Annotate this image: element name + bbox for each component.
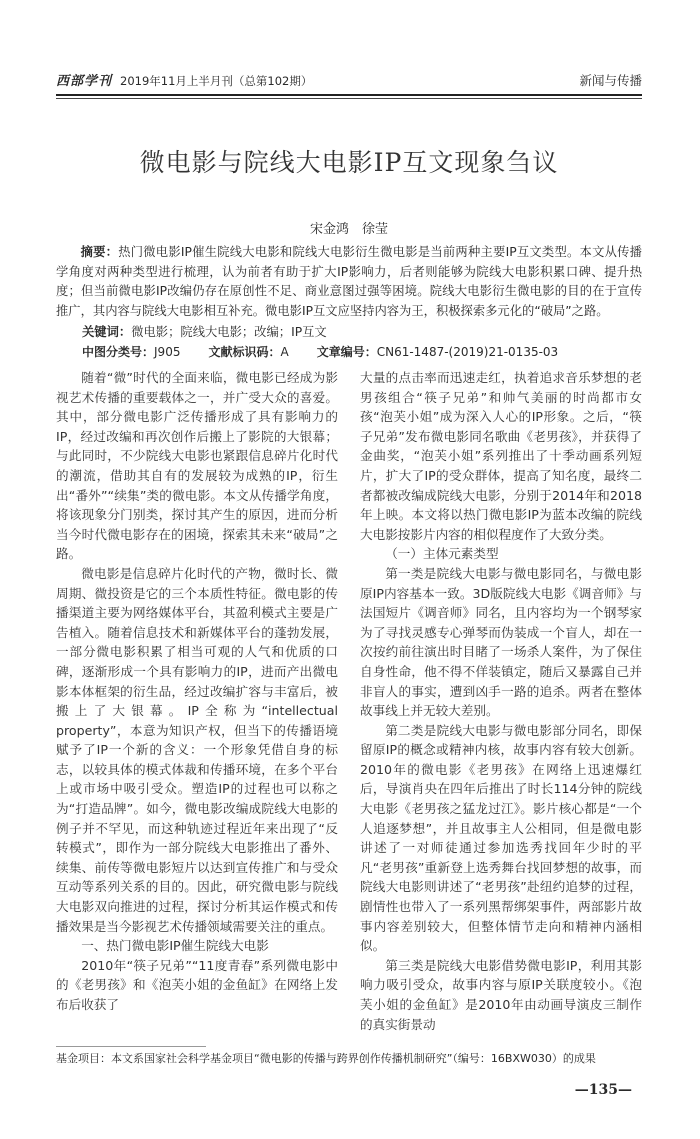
- paragraph: 第三类是院线大电影借势微电影IP，利用其影响力吸引受众，故事内容与原IP关联度较小。《泡芙小姐的金鱼缸》是2010年由动画导演皮三制作的真实街景动: [360, 957, 642, 1032]
- paragraph: 第一类是院线大电影与微电影同名，与微电影原IP内容基本一致。3D版院线大电影《调音师》与法国短片《调音师》同名，且内容均为一个钢琴家为了寻找灵感专心弹琴而伪装成一个盲人，却在一次按约前往演出时目睹了一场杀人案件，为了保住自身性命，他不得不佯装镇定，随后又暴露自己并非盲人的事实，遭到凶手一路的追杀。两者在整体故事线上并无较大差别。: [360, 565, 642, 719]
- abstract-label: 摘要：: [80, 245, 119, 259]
- paragraph: 2010年“筷子兄弟”“11度青春”系列微电影中的《老男孩》和《泡芙小姐的金鱼缸》在网络上发布后收获了: [56, 957, 338, 1012]
- paragraph: 第二类是院线大电影与微电影部分同名，即保留原IP的概念或精神内核，故事内容有较大创新。2010年的微电影《老男孩》在网络上迅速爆红后，导演肖央在四年后推出了时长114分钟的院线大电影《老男孩之猛龙过江》。影片核心都是“一个人追逐梦想”，并且故事主人公相同，但是微电影讲述了一对师徒通过参加选秀找回年少时的平凡“老男孩”重新登上选秀舞台找回梦想的故事，而院线大电影则讲述了“老男孩”赴纽约追梦的过程，剧情性也带入了一系列黑帮绑架事件，两部影片故事内容差别较大，但整体情节走向和精神内涵相似。: [360, 722, 642, 954]
- footnote-rule: [56, 1046, 206, 1047]
- fund-footnote: 基金项目：本文系国家社会科学基金项目“微电影的传播与跨界创作传播机制研究”（编号：16BXW030）的成果: [56, 1052, 596, 1066]
- header-rule: [56, 94, 642, 96]
- article-title: 微电影与院线大电影IP互文现象刍议: [139, 148, 559, 177]
- doc-code-label: 文献标识码：: [208, 344, 281, 359]
- body-column-right: [360, 368, 642, 1034]
- article-no-label: 文章编号：: [316, 344, 377, 359]
- keywords-text: 微电影；院线大电影；改编；IP互文: [131, 325, 327, 339]
- journal-logo: 西部学刊: [56, 74, 113, 89]
- abstract: [56, 243, 642, 321]
- paragraph: 随着“微”时代的全面来临，微电影已经成为影视艺术传播的重要载体之一，并广受大众的喜爱。其中，部分微电影广泛传播形成了具有影响力的IP，经过改编和再次创作后搬上了影院的大银幕；与此同时，不少院线大电影也紧跟信息碎片化时代的潮流，借助其自有的发展较为成熟的IP，衍生出“番外”“续集”类的微电影。本文从传播学角度，将该现象分门别类，探讨其产生的原因，进而分析当今时代微电影存在的困境，探索其未来“破局”之路。: [56, 370, 338, 562]
- paragraph: 大量的点击率而迅速走红，执着追求音乐梦想的老男孩组合“筷子兄弟”和帅气美丽的时尚都市女孩“泡芙小姐”成为深入人心的IP形象。之后，“筷子兄弟”发布微电影同名歌曲《老男孩》，并获得了金曲奖，“泡芙小姐”系列推出了十季动画系列短片，扩大了IP的受众群体，提高了知名度，最终二者都被改编成院线大电影，分别于2014年和2018年上映。本文将以热门微电影IP为蓝本改编的院线大电影按影片内容的相似程度作了大致分类。: [360, 370, 642, 542]
- issue-info: 2019年11月上半月刊（总第102期）: [120, 74, 313, 88]
- paragraph: 微电影是信息碎片化时代的产物，微时长、微周期、微投资是它的三个本质性特征。微电影的传播渠道主要为网络媒体平台，其盈利模式主要是广告植入。随着信息技术和新媒体平台的蓬勃发展，一部分微电影积累了相当可观的人气和优质的口碑，逐渐形成一个具有影响力的IP，进而产出微电影本体框架的衍生品，经过改编扩容与丰富后，被搬上了大银幕。IP全称为“intellectual property”，本意为知识产权，但当下的传播语境赋予了IP一个新的含义：一个形象凭借自身的标志，以较具体的模式体裁和传播环境，在多个平台上或市场中吸引受众。塑造IP的过程也可以称之为“打造品牌”。如今，微电影改编成院线大电影的例子并不罕见，而这种轨迹过程近年来出现了“反转模式”，即作为一部分院线大电影推出了番外、续集、前传等微电影短片以达到宣传推广和与受众互动等系列关系的目的。因此，研究微电影与院线大电影双向推进的过程，探讨分析其运作模式和传播效果是当今影视艺术传播领域需要关注的重点。: [56, 565, 338, 934]
- clc-value: J905: [154, 344, 181, 359]
- running-header: [56, 70, 642, 92]
- body-column-left: [56, 368, 338, 1034]
- article-authors: 宋金鸿 徐莹: [309, 222, 388, 237]
- abstract-text: 热门微电影IP催生院线大电影和院线大电影衍生微电影是当前两种主要IP互文类型。本文从传播学角度对两种类型进行梳理，认为前者有助于扩大IP影响力，后者则能够为院线大电影积累口碑、提升热度；但当前微电影IP改编仍存在原创性不足、商业意图过强等困境。院线大电影衍生微电影的目的在于宣传推广，其内容与院线大电影相互补充。微电影IP互文应坚持内容为王，积极探索多元化的“破局”之路。: [56, 245, 642, 318]
- body-columns: [56, 368, 642, 1034]
- header-rule-thin: [56, 98, 642, 99]
- doc-code-value: A: [280, 344, 289, 359]
- keywords-label: 关键词：: [82, 325, 132, 339]
- classification-line: [56, 343, 642, 363]
- section-heading: 一、热门微电影IP催生院线大电影: [81, 938, 269, 954]
- page-number: —135—: [574, 1082, 632, 1099]
- article-no-value: CN61-1487-(2019)21-0135-03: [376, 344, 559, 359]
- section-name: 新闻与传播: [579, 73, 642, 88]
- clc-label: 中图分类号：: [82, 344, 155, 359]
- section-heading: （一）主体元素类型: [385, 546, 499, 562]
- keywords: [56, 323, 642, 343]
